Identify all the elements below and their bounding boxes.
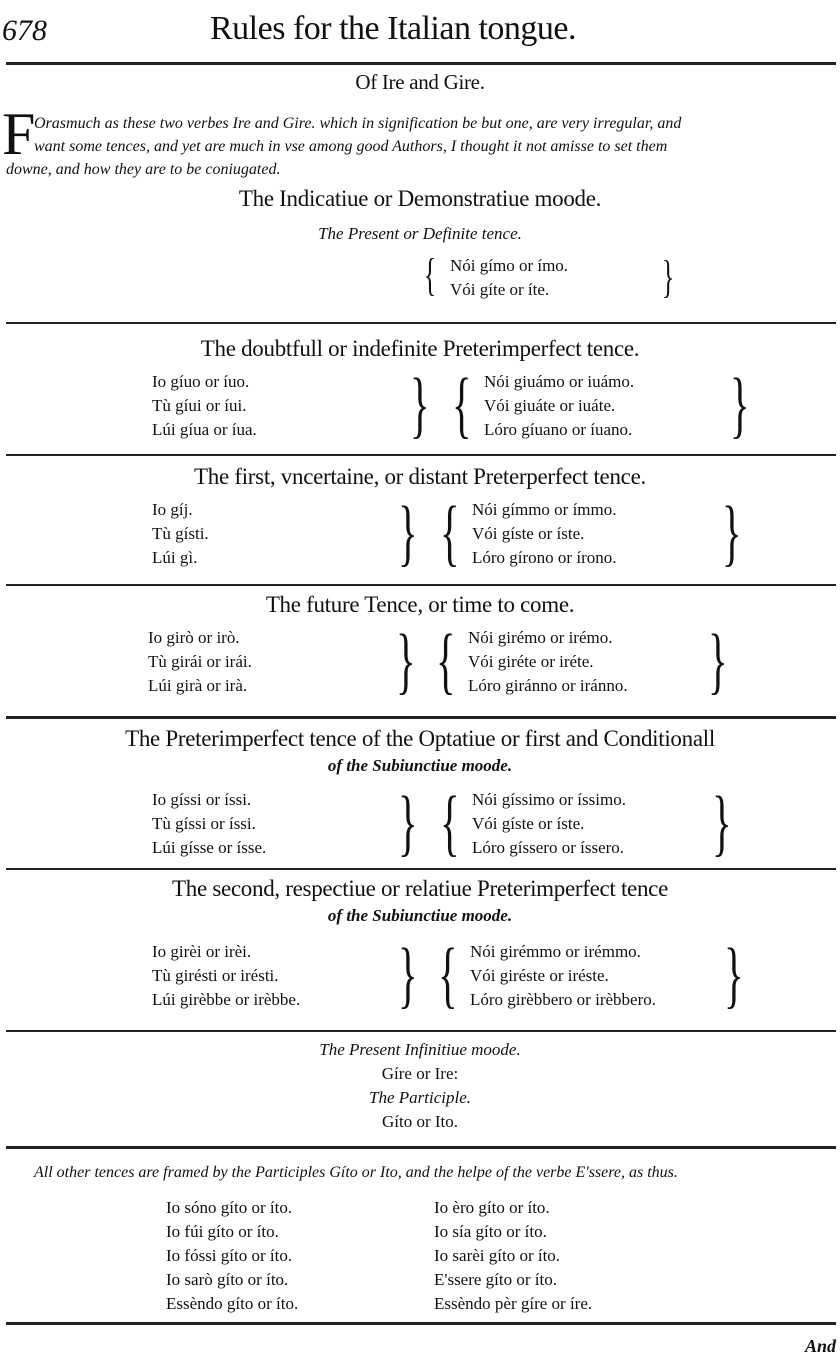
tense-singular-3: Lúi girà or irà.	[148, 676, 248, 695]
tense-plural-2: Vói giréste or iréste.	[470, 966, 609, 985]
brace-left: {	[438, 934, 458, 1016]
closing-left-4: Io sarò gíto or íto.	[166, 1270, 289, 1289]
brace-left: {	[440, 492, 460, 574]
catchword: And	[804, 1336, 836, 1356]
brace-right: }	[712, 782, 732, 864]
closing-right-5: Essèndo pèr gíre or íre.	[434, 1294, 593, 1313]
indicative-plural-1: Nói gímo or ímo.	[450, 256, 569, 275]
brace-mid: }	[396, 620, 416, 702]
tense-singular-2: Tù gíssi or íssi.	[152, 814, 256, 833]
tense-plural-1: Nói girémmo or irémmo.	[470, 942, 641, 961]
tense-plural-3: Lóro girèbbero or irèbbero.	[470, 990, 656, 1009]
footer-rule	[6, 1322, 836, 1325]
closing-right-4: E'ssere gíto or íto.	[434, 1270, 557, 1289]
tense-plural-1: Nói giuámo or iuámo.	[484, 372, 635, 391]
section-rule	[6, 868, 836, 870]
tense-singular-1: Io girèi or irèi.	[152, 942, 252, 961]
intro-line-3: downe, and how they are to be coniugated.	[6, 161, 281, 178]
tense-singular-3: Lúi girèbbe or irèbbe.	[152, 990, 301, 1009]
brace-mid: }	[398, 782, 418, 864]
tense-singular-1: Io gíssi or íssi.	[152, 790, 252, 809]
section-rule	[6, 322, 836, 324]
brace-left: {	[440, 782, 460, 864]
infinitive-value: Gíre or Ire:	[381, 1064, 459, 1083]
tense-plural-1: Nói girémo or irémo.	[468, 628, 613, 647]
participle-value: Gíto or Ito.	[381, 1112, 459, 1131]
tense-plural-1: Nói gíssimo or íssimo.	[472, 790, 626, 809]
tense-plural-2: Vói giréte or iréte.	[468, 652, 594, 671]
brace-right: }	[662, 251, 675, 302]
tense-singular-2: Tù girésti or irésti.	[152, 966, 279, 985]
tense-plural-2: Vói gíste or íste.	[472, 814, 585, 833]
drop-initial: F	[2, 101, 36, 167]
tense-singular-1: Io gíuo or íuo.	[152, 372, 250, 391]
indicative-plural-2: Vói gíte or íte.	[450, 280, 550, 299]
tense-subtitle: of the Subiunctiue moode.	[327, 906, 513, 925]
closing-right-2: Io sía gíto or íto.	[434, 1222, 547, 1241]
brace-left: {	[424, 249, 437, 300]
closing-right-column	[434, 1196, 592, 1316]
section-rule	[6, 716, 836, 719]
closing-left-column	[166, 1196, 298, 1316]
tense-plural-3: Lóro gíuano or íuano.	[484, 420, 633, 439]
tense-singular-2: Tù gíui or íui.	[152, 396, 247, 415]
tense-title: The second, respectiue or relatiue Preterimperfect tence	[172, 876, 668, 901]
running-title: Rules for the Italian tongue.	[210, 10, 577, 47]
brace-right: }	[730, 364, 750, 446]
intro-line-2: want some tences, and yet are much in vse among good Authors, I thought it not amisse to set them	[34, 138, 668, 155]
tense-title: The doubtfull or indefinite Preterimperfect tence.	[200, 336, 640, 361]
tense-plural-2: Vói gíste or íste.	[472, 524, 585, 543]
infinitive-title: The Present Infinitiue moode.	[319, 1040, 521, 1059]
closing-right-1: Io èro gíto or íto.	[434, 1198, 550, 1217]
tense-plural-1: Nói gímmo or ímmo.	[472, 500, 617, 519]
brace-left: {	[452, 364, 472, 446]
tense-singular-2: Tù girái or irái.	[148, 652, 252, 671]
closing-right-3: Io sarèi gíto or íto.	[434, 1246, 561, 1265]
tense-title: The future Tence, or time to come.	[265, 592, 575, 617]
section-rule	[6, 1030, 836, 1032]
tense-plural-3: Lóro giránno or iránno.	[468, 676, 628, 695]
tense-singular-2: Tù gísti.	[152, 524, 209, 543]
page-number: 678	[2, 14, 47, 47]
tense-plural-3: Lóro gíssero or íssero.	[472, 838, 625, 857]
section-title: Of Ire and Gire.	[355, 70, 485, 94]
intro-paragraph	[6, 112, 830, 181]
brace-left: {	[436, 620, 456, 702]
section-rule	[6, 1146, 836, 1149]
closing-left-2: Io fúi gíto or íto.	[166, 1222, 279, 1241]
brace-right: }	[724, 934, 744, 1016]
tense-title: The first, vncertaine, or distant Preterperfect tence.	[194, 464, 646, 489]
closing-left-1: Io sóno gíto or íto.	[166, 1198, 293, 1217]
tense-subtitle: of the Subiunctiue moode.	[327, 756, 513, 775]
intro-line-1: Orasmuch as these two verbes Ire and Gire. which in signification be but one, are very irregular, and	[34, 115, 682, 132]
brace-mid: }	[398, 492, 418, 574]
tense-plural-2: Vói giuáte or iuáte.	[484, 396, 616, 415]
tense-singular-3: Lúi gíua or íua.	[152, 420, 257, 439]
closing-left-3: Io fóssi gíto or íto.	[166, 1246, 293, 1265]
participle-title: The Participle.	[369, 1088, 471, 1107]
section-rule	[6, 584, 836, 586]
brace-right: }	[708, 620, 728, 702]
section-rule	[6, 454, 836, 456]
closing-left-5: Essèndo gíto or íto.	[166, 1294, 299, 1313]
header-rule	[6, 62, 836, 65]
brace-right: }	[722, 492, 742, 574]
tense-singular-3: Lúi gísse or ísse.	[152, 838, 267, 857]
indicative-subtitle: The Present or Definite tence.	[318, 224, 522, 243]
tense-singular-1: Io gíj.	[152, 500, 193, 519]
tense-singular-3: Lúi gì.	[152, 548, 198, 567]
tense-title: The Preterimperfect tence of the Optatiue or first and Conditionall	[125, 726, 715, 751]
indicative-title: The Indicatiue or Demonstratiue moode.	[238, 186, 602, 211]
tense-singular-1: Io girò or irò.	[148, 628, 240, 647]
tense-plural-3: Lóro gírono or írono.	[472, 548, 617, 567]
brace-mid: }	[398, 934, 418, 1016]
brace-mid: }	[410, 364, 430, 446]
closing-sentence: All other tences are framed by the Participles Gíto or Ito, and the helpe of the verbe E'ssere, as thus.	[34, 1164, 678, 1181]
